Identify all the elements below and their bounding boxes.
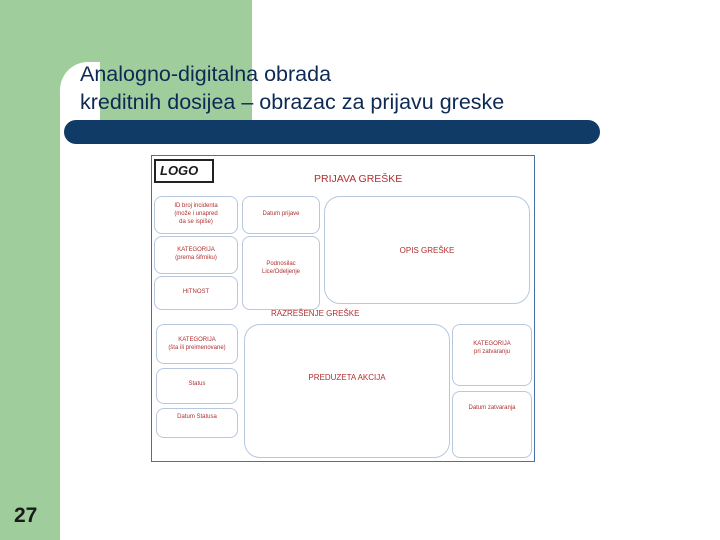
action-taken-box [244, 324, 450, 458]
action-taken-label: PREDUZETA AKCIJA [308, 373, 386, 382]
status-label: Status [188, 381, 206, 387]
form-header: PRIJAVA GREŠKE [314, 173, 403, 185]
report-date-box [242, 196, 320, 234]
incident-id-line-3: da se ispiše) [179, 219, 213, 225]
submitter-line-2: Lice/Odeljenje [261, 269, 301, 275]
category-left-line-2: (šta ili preimenovane) [168, 345, 226, 351]
closing-date-label: Datum zatvaranja [468, 405, 516, 411]
closing-date-box [452, 391, 532, 458]
category-box [154, 236, 238, 274]
slide-title-line-2: kreditnih dosijea – obrazac za prijavu greske [80, 90, 505, 114]
category-line-2: (prema šifrniku) [175, 255, 217, 261]
left-green-band [0, 0, 60, 540]
closing-category-line-2: pri zatvaranju [473, 349, 511, 355]
category-left-box [156, 324, 238, 364]
urgency-box [154, 276, 238, 310]
slide-number: 27 [14, 504, 38, 527]
status-box [156, 368, 238, 404]
error-report-form-image [151, 155, 535, 462]
submitter-line-1: Podnosilac [266, 261, 296, 267]
resolution-header: RAZREŠENJE GREŠKE [271, 309, 360, 318]
category-left-line-1: KATEGORIJA [178, 337, 216, 343]
report-date-label: Datum prijave [262, 211, 300, 217]
status-date-box [156, 408, 238, 438]
category-line-1: KATEGORIJA [177, 247, 215, 253]
title-underline-bar [64, 120, 600, 144]
logo-box: LOGO [154, 159, 214, 183]
incident-id-line-2: (može i unapred [174, 211, 218, 217]
error-description-label: OPIS GREŠKE [399, 246, 455, 255]
slide-title [80, 60, 504, 116]
error-description-box [324, 196, 530, 304]
closing-category-line-1: KATEGORIJA [473, 341, 511, 347]
status-date-label: Datum Statusa [177, 414, 217, 420]
slide-title-line-1: Analogno-digitalna obrada [80, 62, 332, 86]
closing-category-box [452, 324, 532, 386]
urgency-label: HITNOST [182, 289, 210, 295]
submitter-box [242, 236, 320, 310]
incident-id-line-1: ID broj incidenta [174, 203, 218, 209]
incident-id-box [154, 196, 238, 234]
